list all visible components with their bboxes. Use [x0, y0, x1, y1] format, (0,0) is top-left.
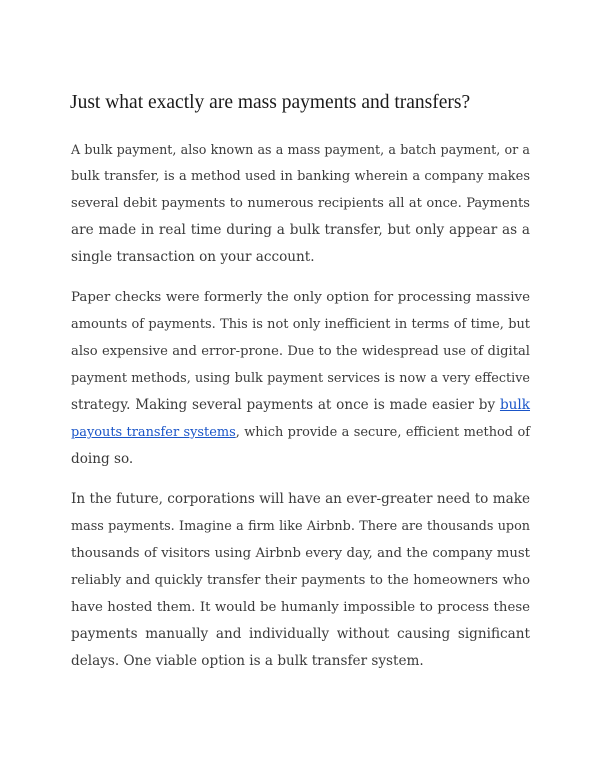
- paragraph-line: bulk transfer, is a method used in banking wherein a company makes: [71, 169, 530, 184]
- paragraph-line-with-link: [71, 392, 530, 419]
- bulk-payouts-link-part-1[interactable]: bulk: [499, 397, 530, 413]
- paragraph-line: payment methods, using bulk payment services is now a very effective: [71, 371, 530, 386]
- paragraph-line: single transaction on your account.: [71, 249, 315, 265]
- paragraph-line-with-link: [71, 419, 530, 446]
- paragraph-line: amounts of payments. This is not only inefficient in terms of time, but: [71, 317, 530, 332]
- paragraph-line: In the future, corporations will have an ever-greater need to make: [71, 491, 530, 507]
- paragraph-line: A bulk payment, also known as a mass payment, a batch payment, or a: [71, 142, 530, 157]
- paragraph-line: several debit payments to numerous recipients all at once. Payments: [71, 196, 530, 211]
- paragraph-line: doing so.: [71, 451, 134, 467]
- paragraph-line: have hosted them. It would be humanly impossible to process these: [71, 600, 530, 615]
- paragraph-line: also expensive and error-prone. Due to the widespread use of digital: [71, 344, 530, 359]
- paragraph-line: are made in real time during a bulk transfer, but only appear as a: [71, 222, 530, 238]
- bulk-payouts-link-part-2[interactable]: payouts transfer systems: [71, 425, 236, 440]
- paragraph-text: strategy. Making several payments at once is made easier by: [71, 397, 500, 413]
- paragraph-line: Paper checks were formerly the only option for processing massive: [71, 290, 530, 305]
- paragraph-line: thousands of visitors using Airbnb every day, and the company must: [71, 546, 530, 561]
- paragraph-text: , which provide a secure, efficient method of: [235, 425, 531, 440]
- paragraph-line: reliably and quickly transfer their payments to the homeowners who: [71, 573, 530, 588]
- paragraph-line: payments manually and individually without causing significant: [71, 626, 530, 642]
- article-paragraph-3: [71, 486, 530, 675]
- article-paragraph-2: [71, 284, 530, 473]
- article-paragraph-1: [71, 136, 530, 271]
- paragraph-line: delays. One viable option is a bulk transfer system.: [71, 653, 424, 669]
- paragraph-line: mass payments. Imagine a firm like Airbnb. There are thousands upon: [71, 519, 530, 534]
- article-heading: Just what exactly are mass payments and transfers?: [70, 92, 471, 113]
